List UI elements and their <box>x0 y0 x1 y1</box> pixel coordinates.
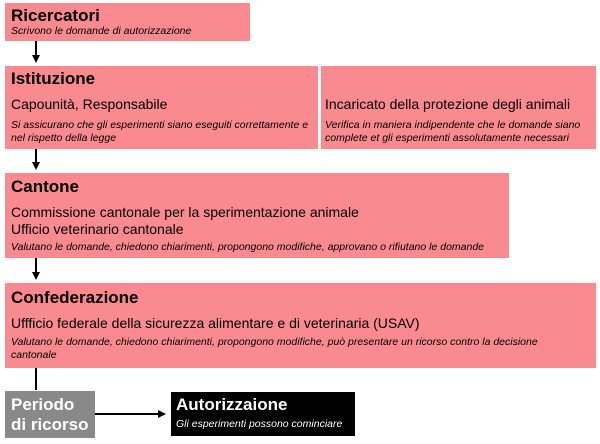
autorizzazione-box <box>171 392 355 436</box>
periodo-box <box>5 391 95 438</box>
ricercatori-title: Ricercatori <box>11 6 100 25</box>
istituzione-right-role: Incaricato della protezione degli animali <box>325 96 571 112</box>
ricercatori-desc: Scrivono le domande di autorizzazione <box>11 25 192 37</box>
istituzione-left-box <box>5 66 318 149</box>
cantone-line2: Ufficio veterinario cantonale <box>11 221 184 237</box>
periodo-line2: di ricorso <box>11 415 89 434</box>
istituzione-left-role: Capounità, Responsabile <box>11 96 168 112</box>
autorizzazione-desc: Gli esperimenti possono cominciare <box>176 418 343 430</box>
confederazione-desc: Valutano le domande, chiedono chiarimenti, propongono modifiche, può presentare un ricorso contro la decisione cantonale <box>11 336 538 361</box>
ricercatori-box <box>5 3 250 41</box>
istituzione-right-box <box>321 66 596 149</box>
cantone-desc: Valutano le domande, chiedono chiarimenti, propongono modifiche, approvano o rifiutano le domande <box>11 241 485 253</box>
confederazione-line1: Uffficio federale della sicurezza alimentare e di veterinaria (USAV) <box>11 315 420 331</box>
cantone-title: Cantone <box>11 177 79 196</box>
cantone-line1: Commissione cantonale per la sperimentazione animale <box>11 204 359 220</box>
istituzione-left-desc: Si assicurano che gli esperimenti siano eseguiti correttamente e nel rispetto della legge <box>11 119 309 144</box>
cantone-box <box>5 173 509 258</box>
confederazione-title: Confederazione <box>11 288 139 307</box>
periodo-line1: Periodo <box>11 395 75 414</box>
confederazione-box <box>5 283 596 368</box>
istituzione-title: Istituzione <box>11 69 96 88</box>
istituzione-right-desc: Verifica in maniera indipendente che le domande siano complete et gli esperimenti assolutamente necessari <box>325 119 581 144</box>
autorizzazione-title: Autorizzaione <box>176 395 288 414</box>
